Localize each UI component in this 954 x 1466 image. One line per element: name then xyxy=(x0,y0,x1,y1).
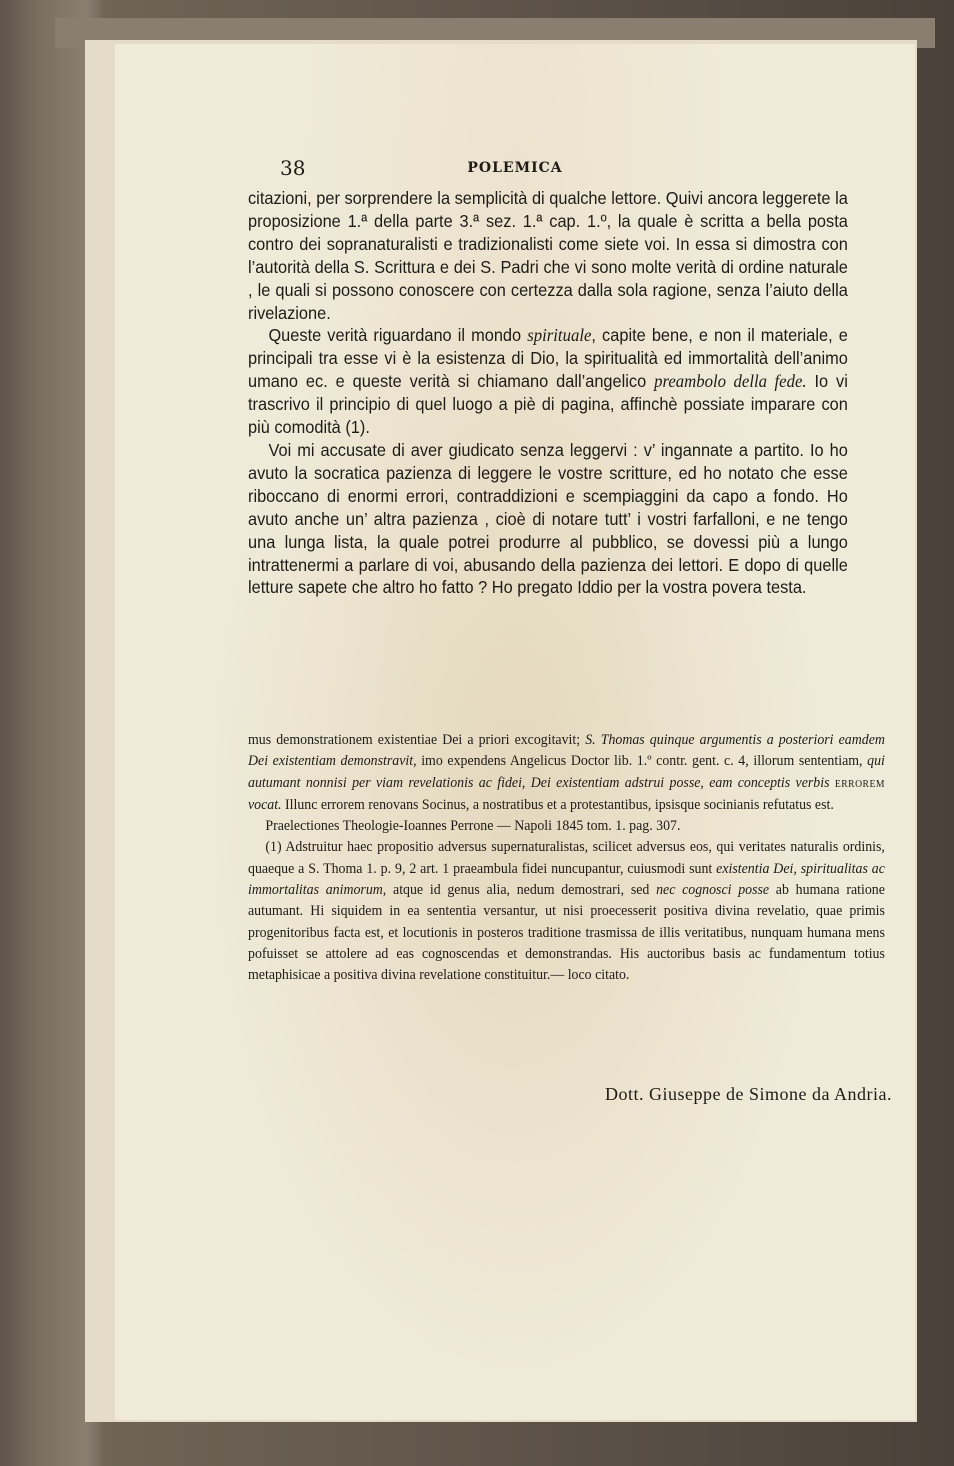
footnote-2-italic-b: nec cognosci posse xyxy=(656,882,770,899)
footnote-1-smallcaps: ERROREM xyxy=(834,778,885,790)
footnote-continuation xyxy=(248,730,885,816)
footnote-2-text-a: (1) Adstruitur haec propositio adversus supernaturalistas, scilicet adversus eos, qui veritates naturalis ordinis, quaeque a S. Thoma 1. p. 9, 2 art. 1 praeambula fidei nuncupantur, cuiusmodi sunt xyxy=(248,839,885,877)
footnote-1 xyxy=(248,837,885,986)
footnote-2-text-b: atque id genus alia, nedum demostrari, sed xyxy=(386,882,657,899)
paragraph-3: Voi mi accusate di aver giudicato senza leggervi : v’ ingannate a partito. Io ho avuto la socratica pazienza di leggere le vostre scritture, ed ho notato che esse riboccano di enormi errori, contraddizioni e scempiaggini da capo a fondo. Ho avuto anche un’ altra pazienza , cioè di notare tutt’ i vostri farfalloni, e ne tengo una lunga lista, la quale potrei produrre al pubblico, se dovessi più a lungo intrattenermi a parlare di voi, abusando della pazienza dei lettori. E dopo di quelle letture sapete che altro ho fatto ? Ho pregato Iddio per la vostra povera testa. xyxy=(248,439,848,598)
author-signature: Dott. Giuseppe de Simone da Andria. xyxy=(605,1084,892,1104)
paragraph-2-italic-b: preambolo della fede. xyxy=(654,371,807,392)
paragraph-2-italic-a: spirituale xyxy=(527,325,592,346)
book-page xyxy=(115,44,915,1420)
footnote-1-text-a: mus demonstrationem existentiae Dei a priori excogitavit; xyxy=(248,732,586,748)
footnote-1-text-c: Illunc errorem renovans Socinus, a nostratibus et a protestantibus, ipsisque socinianis refutatus est. xyxy=(281,796,834,813)
paragraph-2-text-b: , capite bene, e non il materiale, e principali tra esse vi è la esistenza di Dio, la spiritualità ed immortalità dell’animo umano ec. e queste verità si chiamano dall’angelico xyxy=(248,325,848,392)
footnote-1-text-b: imo expendens Angelicus Doctor lib. 1.º contr. gent. c. 4, illorum sententiam, xyxy=(416,753,868,770)
footnote-1-italic-a: S. Thomas quinque argumentis a posteriori eamdem Dei existentiam demonstravit, xyxy=(248,732,885,770)
footnotes xyxy=(248,730,885,987)
paragraph-2-text-c: Io vi trascrivo il principio di quel luogo a piè di pagina, affinchè possiate imparare con più comodità (1). xyxy=(248,371,848,438)
footnote-2-italic-a: existentia Dei, spiritualitas ac immortalitas animorum, xyxy=(248,860,885,899)
body-text xyxy=(248,187,848,599)
running-title: POLEMICA xyxy=(467,160,563,176)
paragraph-1: citazioni, per sorprendere la semplicità di qualche lettore. Quivi ancora leggerete la proposizione 1.ª della parte 3.ª sez. 1.ª cap. 1.º, la quale è scritta a bella posta contro dei sopranaturalisti e tradizionalisti come siete voi. In essa si dimostra con l’autorità della S. Scrittura e dei S. Padri che vi sono molte verità di ordine naturale , le quali si possono conoscere con certezza dalla sola ragione, senza l’aiuto della rivelazione. xyxy=(248,188,848,323)
footnote-citation: Praelectiones Theologie-Ioannes Perrone — Napoli 1845 tom. 1. pag. 307. xyxy=(265,818,681,835)
running-head xyxy=(115,156,915,180)
page-number: 38 xyxy=(280,156,306,180)
footnote-1-italic-b: qui autumant nonnisi per viam revelationis ac fidei, Dei existentiam adstrui posse, eam conceptis verbis xyxy=(248,753,885,791)
paragraph-2-text-a: Queste verità riguardano il mondo xyxy=(268,325,528,346)
paragraph-2 xyxy=(248,324,848,439)
footnote-2-text-c: ab humana ratione autumant. Hi siquidem in ea sententia versantur, ut nisi proecesserit positiva divina revelatio, quae primis progenitoribus facta est, et locutionis in posteros traditione trasmissa de illis veritatibus, nunquam humana mens pofuisset se attolere ad eas cognoscendas et demonstrandas. His auctoribus basis ac fundamentum totius metaphisicae a positiva divina revelatione constituitur.— loco citato. xyxy=(248,882,885,984)
footnote-1-italic-c: vocat. xyxy=(248,796,282,813)
